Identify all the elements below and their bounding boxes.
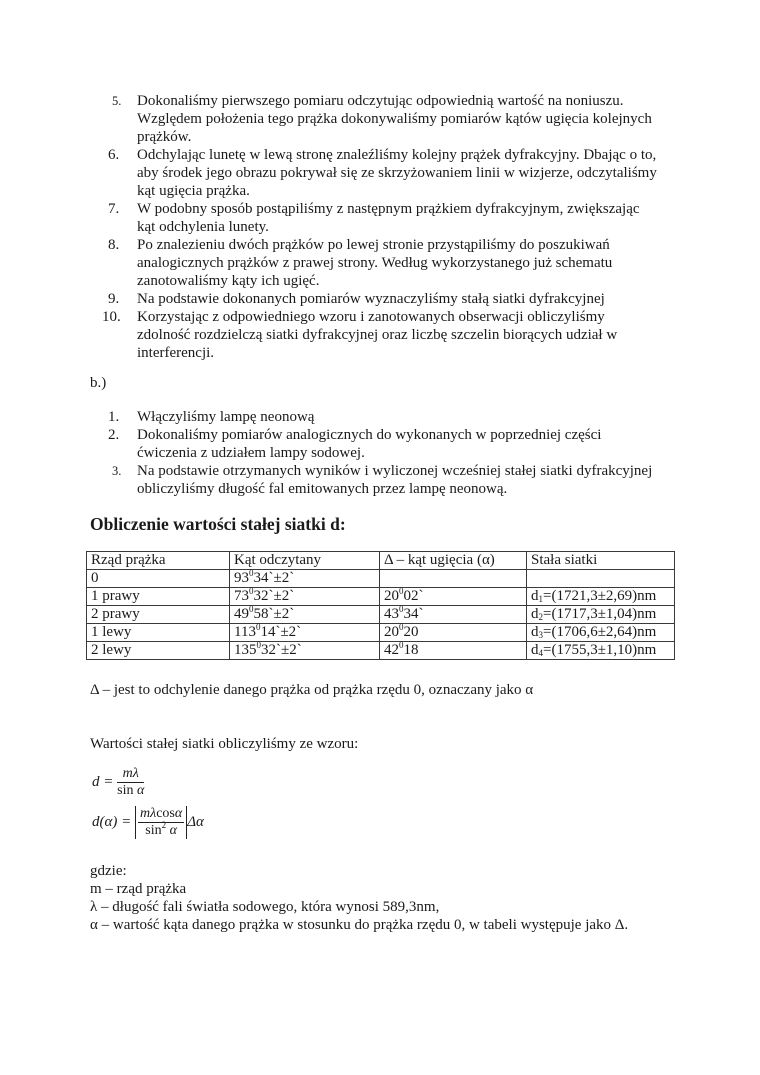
list-item: 10. Korzystając z odpowiedniego wzoru i zanotowanych obserwacji obliczyliśmy zdolność rozdzielczą siatki dyfrakcyjnej oraz liczbę szczelin biorących udział w interferencji. bbox=[102, 309, 618, 361]
list-number: 7. bbox=[108, 201, 120, 217]
list-item: 7. W podobny sposób postąpiliśmy z następnym prążkiem dyfrakcyjnym, zwiększając kąt odchylenia lunety. bbox=[108, 201, 640, 235]
header-cell: Kąt odczytany bbox=[230, 552, 380, 570]
list-item: 1. Włączyliśmy lampę neonową bbox=[108, 409, 315, 425]
procedure-list-b bbox=[90, 408, 680, 498]
list-number: 6. bbox=[108, 147, 120, 163]
table-row: 2 lewy $135^032`\pm 2`$ $42^018$ $d_4=(1755,3\pm 1,10)nm$ bbox=[87, 642, 675, 660]
list-number: 8. bbox=[108, 237, 120, 253]
list-item: 3. Na podstawie otrzymanych wyników i wyliczonej wcześniej stałej siatki dyfrakcyjnej obliczyliśmy długość fal emitowanych przez lampę neonową. bbox=[112, 463, 653, 497]
list-number: 2. bbox=[108, 427, 120, 443]
list-item: 9. Na podstawie dokonanych pomiarów wyznaczyliśmy stałą siatki dyfrakcyjnej bbox=[108, 291, 605, 307]
header-cell: Stała siatki bbox=[527, 552, 675, 570]
list-item: 5. Dokonaliśmy pierwszego pomiaru odczytując odpowiednią wartość na noniuszu. Względem położenia tego prążka dokonywaliśmy pomiarów kątów ugięcia kolejnych prążków. bbox=[112, 93, 652, 145]
table-row: 1 prawy $73^032`\pm 2`$ $20^002`$ $d_1=(1721,3\pm 2,69)nm$ bbox=[87, 588, 675, 606]
header-cell: Δ – kąt ugięcia (α) bbox=[380, 552, 527, 570]
header-cell: Rząd prążka bbox=[87, 552, 230, 570]
list-item: 8. Po znalezieniu dwóch prążków po lewej stronie przystąpiliśmy do poszukiwań analogicznych prążków z prawej strony. Według wykorzystanego już schematu zanotowaliśmy kąty ich ugięć. bbox=[108, 237, 613, 289]
list-number: 10. bbox=[102, 309, 121, 325]
formula-uncertainty: d(α) = $\frac{m\lambda\cos\alpha}{\sin^2 \alpha}$ Δα bbox=[92, 806, 204, 838]
list-number: 1. bbox=[108, 409, 120, 425]
definition-alpha: α – wartość kąta danego prążka w stosunku do prążka rzędu 0, w tabeli występuje jako Δ. bbox=[90, 917, 629, 933]
table-header-row bbox=[87, 552, 675, 570]
table-row: 0 $93^034`\pm 2`$ bbox=[87, 570, 675, 588]
where-label: gdzie: bbox=[90, 863, 127, 879]
list-item: 6. Odchylając lunetę w lewą stronę znaleźliśmy kolejny prążek dyfrakcyjny. Dbając o to, aby środek jego obrazu pokrywał się ze skrzyżowaniem linii w wizjerze, odczytaliśmy kąt ugięcia prążka. bbox=[108, 147, 657, 199]
table-row: 1 lewy $113^014`\pm 2`$ $20^020$ $d_3=(1706,6\pm 2,64)nm$ bbox=[87, 624, 675, 642]
list-number: 5. bbox=[112, 94, 122, 108]
delta-note: Δ – jest to odchylenie danego prążka od prążka rzędu 0, oznaczany jako α bbox=[90, 682, 534, 698]
definition-m: m – rząd prążka bbox=[90, 881, 187, 897]
table-row: 2 prawy $49^058`\pm 2`$ $43^034`$ $d_2=(1717,3\pm 1,04)nm$ bbox=[87, 606, 675, 624]
formula-intro: Wartości stałej siatki obliczyliśmy ze wzoru: bbox=[90, 736, 359, 752]
list-item: 2. Dokonaliśmy pomiarów analogicznych do wykonanych w poprzedniej części ćwiczenia z udziałem lampy sodowej. bbox=[108, 427, 602, 461]
definition-lambda: λ – długość fali światła sodowego, która wynosi 589,3nm, bbox=[90, 899, 440, 915]
section-b-label: b.) bbox=[90, 375, 107, 391]
list-number: 3. bbox=[112, 464, 122, 478]
list-number: 9. bbox=[108, 291, 120, 307]
procedure-list-a bbox=[90, 92, 680, 362]
section-heading: Obliczenie wartości stałej siatki d: bbox=[90, 514, 346, 534]
formula-grating-constant: d = $\frac{m\lambda}{\text{sin α}}$ bbox=[92, 766, 145, 798]
grating-constant-table bbox=[86, 551, 675, 660]
